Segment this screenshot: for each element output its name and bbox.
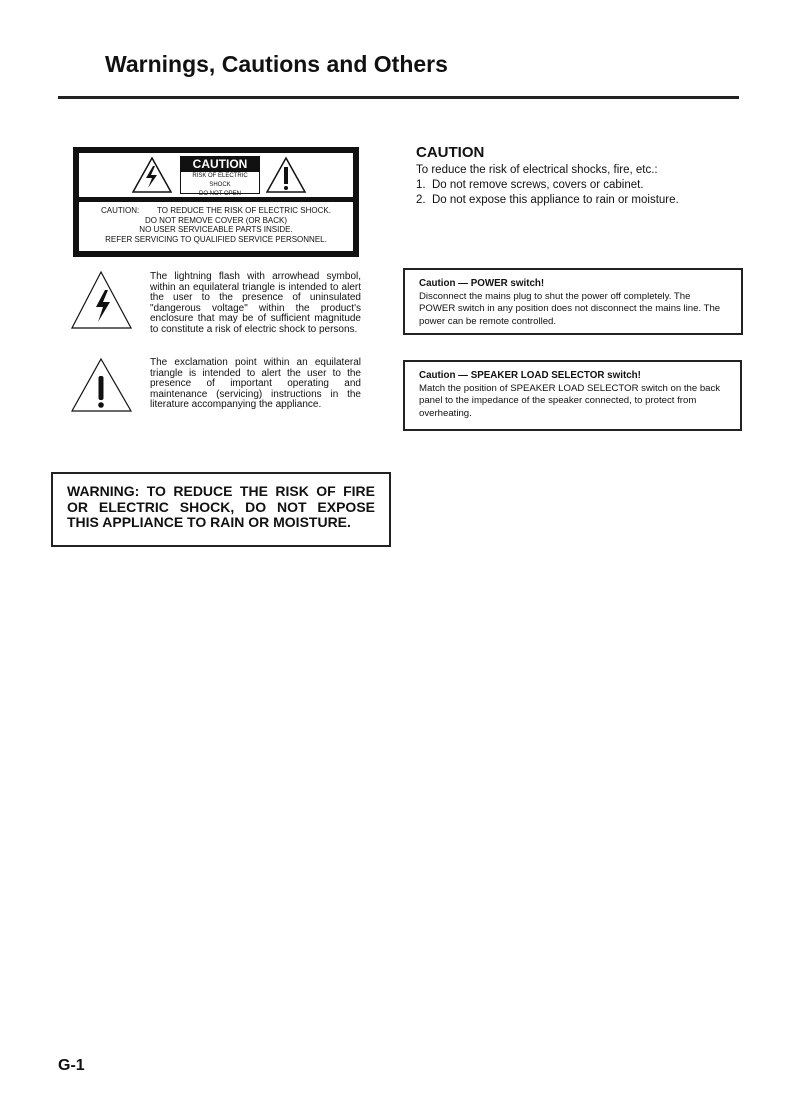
lightning-triangle-icon xyxy=(131,156,173,194)
caution-item: 2. Do not expose this appliance to rain or moisture. xyxy=(416,194,679,206)
title-rule xyxy=(58,96,739,99)
label-line: DO NOT REMOVE COVER (OR BACK) xyxy=(144,215,288,225)
caution-heading: CAUTION xyxy=(416,144,485,161)
label-line: NO USER SERVICEABLE PARTS INSIDE. xyxy=(139,225,293,235)
caution-intro: To reduce the risk of electrical shocks, fire, etc.: xyxy=(416,164,658,176)
warning-box: WARNING: TO REDUCE THE RISK OF FIRE OR ELECTRIC SHOCK, DO NOT EXPOSE THIS APPLIANCE TO RAIN OR MOISTURE. xyxy=(51,472,391,547)
speaker-caution-text: Match the position of SPEAKER LOAD SELECTOR switch on the back panel to the impedance of the speaker connected, to protect from overheating. xyxy=(419,382,721,419)
speaker-selector-caution-box xyxy=(403,360,742,431)
exclamation-symbol-description: The exclamation point within an equilateral triangle is intended to alert the user to the presence of important operating and maintenance (servicing) instructions in the literature accompanying the appliance. xyxy=(150,357,361,411)
label-line: CAUTION: TO REDUCE THE RISK OF ELECTRIC SHOCK. xyxy=(101,206,331,215)
page-title: Warnings, Cautions and Others xyxy=(105,51,448,77)
speaker-caution-title: Caution — SPEAKER LOAD SELECTOR switch! xyxy=(419,370,641,381)
label-line: REFER SERVICING TO QUALIFIED SERVICE PERSONNEL. xyxy=(105,234,327,244)
caution-label-box xyxy=(180,156,260,197)
power-caution-title: Caution — POWER switch! xyxy=(419,278,545,289)
lightning-triangle-icon xyxy=(70,270,133,330)
caution-item: 1. Do not remove screws, covers or cabinet. xyxy=(416,179,644,191)
lightning-symbol-description: The lightning flash with arrowhead symbol, within an equilateral triangle is intended to alert the user to the presence of uninsulated "dangerous voltage" within the product's enclosure that may be of sufficient magnitude to constitute a risk of electric shock to persons. xyxy=(150,271,361,335)
exclamation-triangle-icon xyxy=(265,156,307,194)
caution-label-heading: CAUTION xyxy=(181,157,259,172)
power-caution-text: Disconnect the mains plug to shut the power off completely. The POWER switch in any position does not disconnect the mains line. The power can be remote controlled. xyxy=(419,290,721,327)
caution-label-top xyxy=(79,153,353,202)
page-number: G-1 xyxy=(58,1057,85,1074)
caution-label-text xyxy=(79,206,353,244)
exclamation-triangle-icon xyxy=(70,357,133,413)
caution-label-sub2: DO NOT OPEN xyxy=(199,191,241,197)
caution-label xyxy=(73,147,359,257)
power-switch-caution-box xyxy=(403,268,743,335)
caution-label-sub1: RISK OF ELECTRIC SHOCK xyxy=(192,173,248,188)
